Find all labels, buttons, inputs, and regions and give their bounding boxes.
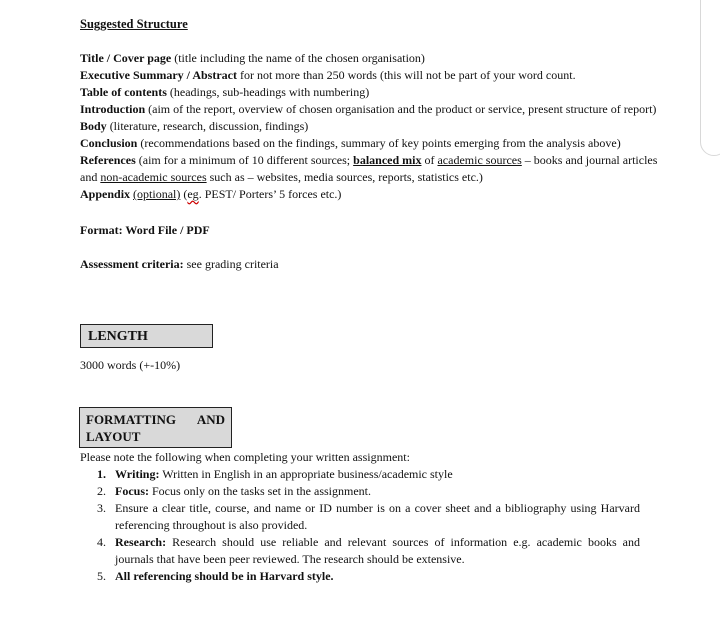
structure-item-body: Body (literature, research, discussion, findings): [80, 119, 309, 133]
list-item: 3. Ensure a clear title, course, and name or ID number is on a cover sheet and a bibliography using Harvard referencing throughout is also provided.: [97, 501, 640, 532]
structure-item-introduction: Introduction (aim of the report, overview of chosen organisation and the product or service, present structure of report): [80, 102, 657, 116]
section-heading: Suggested Structure: [80, 17, 188, 31]
structure-item-conclusion: Conclusion (recommendations based on the findings, summary of key points emerging from the analysis above): [80, 136, 621, 150]
structure-item-summary: Executive Summary / Abstract for not more than 250 words (this will not be part of your word count.: [80, 68, 576, 82]
formatting-intro: Please note the following when completing your written assignment:: [80, 450, 410, 464]
structure-item-toc: Table of contents (headings, sub-headings with numbering): [80, 85, 370, 99]
list-item: 2. Focus: Focus only on the tasks set in the assignment.: [97, 484, 371, 498]
structure-item-references-cont: and non-academic sources such as – websites, media sources, reports, statistics etc.): [80, 170, 483, 184]
formatting-list: [97, 466, 640, 585]
structure-list: [80, 50, 658, 203]
format-line: Format: Word File / PDF: [80, 223, 210, 237]
assessment-line: Assessment criteria: see grading criteria: [80, 257, 279, 271]
list-item: 4. Research: Research should use reliable and relevant sources of information e.g. academic books and journals that have been peer reviewed. The research should be extensive.: [97, 535, 640, 566]
length-heading-box: LENGTH: [80, 324, 213, 348]
length-text: 3000 words (+-10%): [80, 358, 181, 372]
structure-item-title: Title / Cover page (title including the name of the chosen organisation): [80, 51, 425, 65]
formatting-heading-box: FORMATTING AND LAYOUT: [79, 407, 232, 448]
list-item: 1. Writing: Written in English in an appropriate business/academic style: [97, 467, 453, 481]
structure-item-appendix: Appendix (optional) (eg. PEST/ Porters’ 5 forces etc.): [80, 187, 342, 201]
page-edge-decoration: [700, 0, 720, 156]
structure-item-references: References (aim for a minimum of 10 different sources; balanced mix of academic sources – books and journal articles: [80, 153, 658, 167]
list-item: 5. All referencing should be in Harvard style.: [97, 569, 334, 583]
